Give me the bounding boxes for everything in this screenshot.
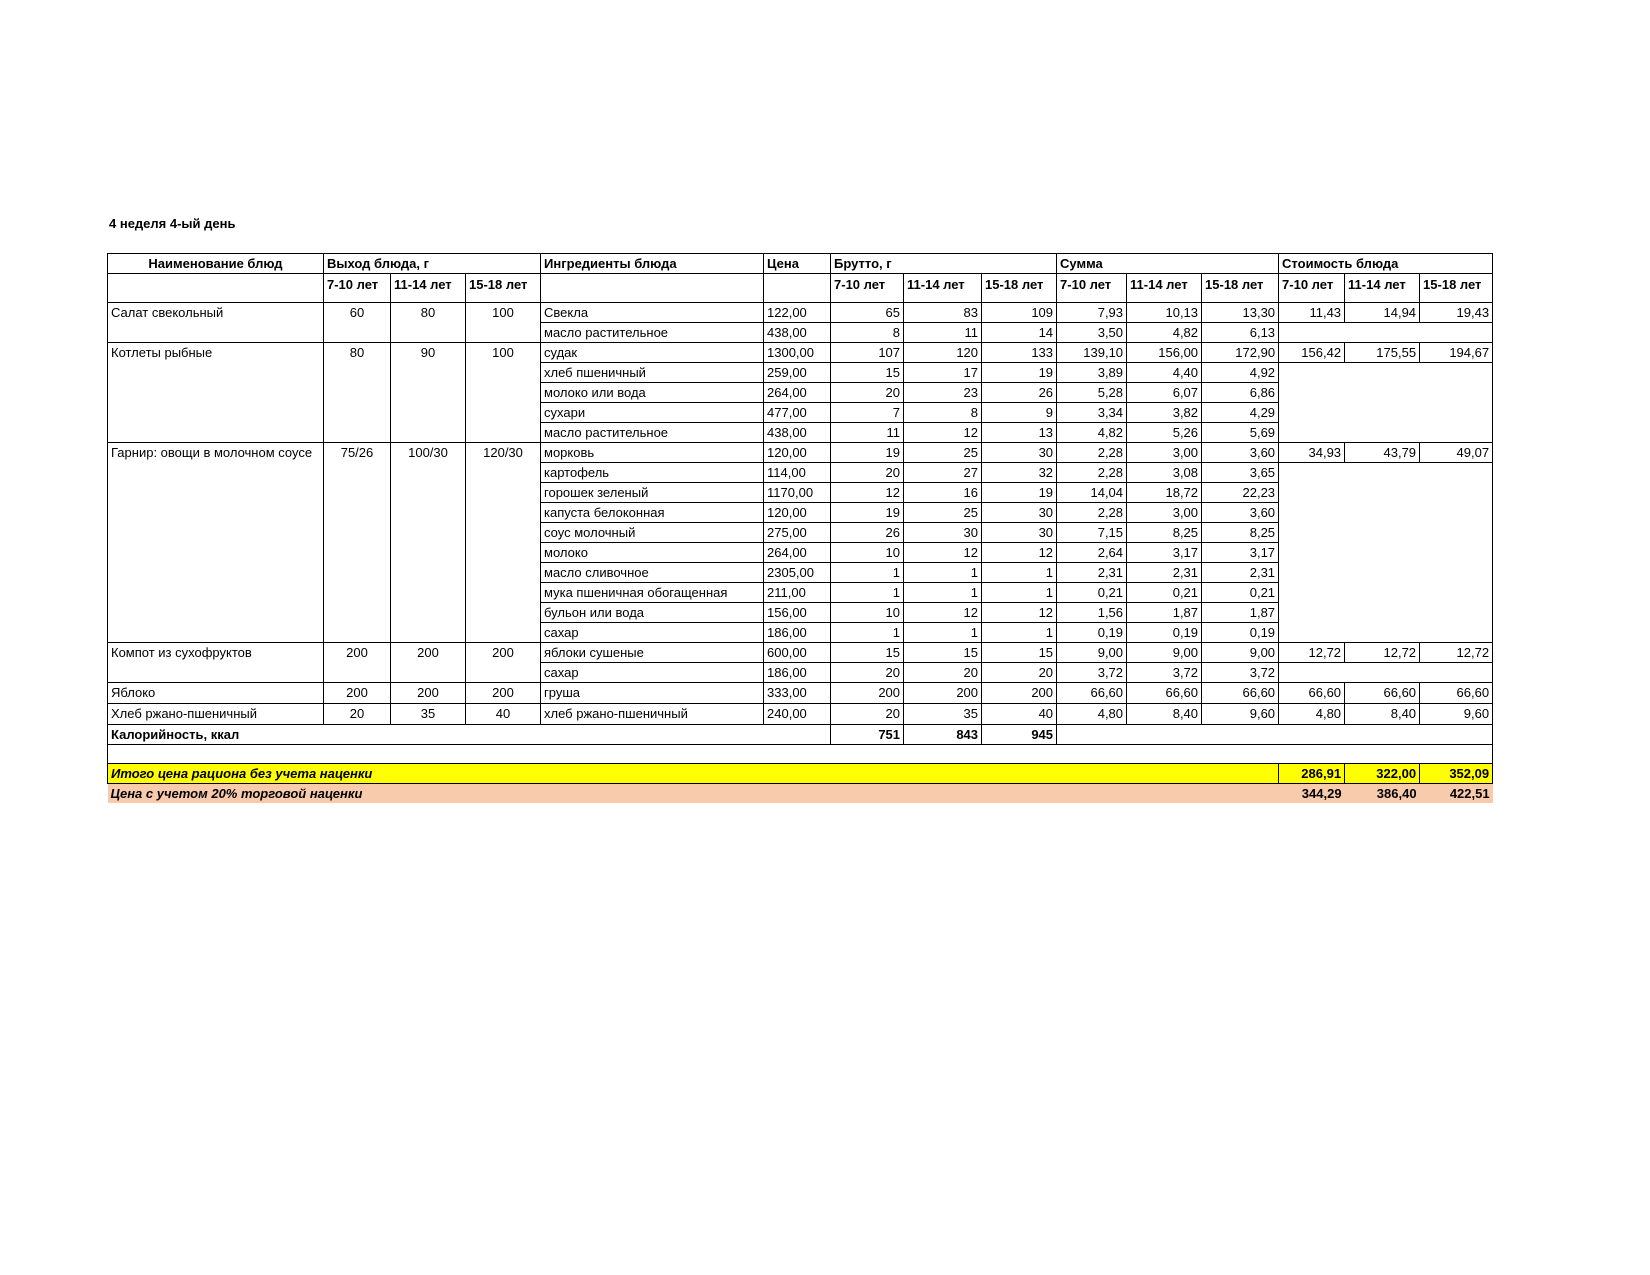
ingredient-gross: 30 [904,523,982,543]
ingredient-gross: 15 [904,643,982,663]
dish-yield: 200 [466,643,541,683]
ingredient-sum: 3,82 [1127,403,1202,423]
ingredient-gross: 1 [831,583,904,603]
ingredient-name: хлеб пшеничный [541,363,764,383]
dish-yield: 200 [466,683,541,704]
dish-cost: 14,94 [1345,303,1420,323]
ingredient-name: сухари [541,403,764,423]
dish-cost-empty [1279,363,1493,443]
ingredient-gross: 20 [831,463,904,483]
table-row [108,343,1493,363]
ingredient-sum: 2,31 [1202,563,1279,583]
ingredient-gross: 15 [982,643,1057,663]
dish-cost-empty [1279,663,1493,683]
ingredient-sum: 2,31 [1057,563,1127,583]
ingredient-name: судак [541,343,764,363]
ingredient-price: 211,00 [764,583,831,603]
dish-cost: 8,40 [1345,704,1420,725]
table-row [108,443,1493,463]
dish-name: Компот из сухофруктов [108,643,324,683]
header-sum: Сумма [1057,254,1279,274]
ingredient-sum: 3,72 [1127,663,1202,683]
ingredient-name: масло сливочное [541,563,764,583]
ingredient-gross: 83 [904,303,982,323]
ingredient-name: сахар [541,623,764,643]
ingredient-sum: 0,19 [1127,623,1202,643]
ingredient-sum: 3,17 [1202,543,1279,563]
ingredient-gross: 32 [982,463,1057,483]
ingredient-sum: 7,93 [1057,303,1127,323]
ingredient-gross: 23 [904,383,982,403]
dish-name: Яблоко [108,683,324,704]
ingredient-sum: 13,30 [1202,303,1279,323]
ingredient-price: 438,00 [764,423,831,443]
subheader-empty [541,274,764,303]
ingredient-gross: 9 [982,403,1057,423]
markup-label: Цена с учетом 20% торговой наценки [108,784,1279,804]
dish-cost: 9,60 [1420,704,1493,725]
ingredient-sum: 172,90 [1202,343,1279,363]
dish-yield: 35 [391,704,466,725]
ingredient-gross: 7 [831,403,904,423]
dish-cost-empty [1279,323,1493,343]
total-row [108,764,1493,784]
ingredient-gross: 14 [982,323,1057,343]
ingredient-name: капуста белоконная [541,503,764,523]
ingredient-sum: 4,92 [1202,363,1279,383]
ingredient-price: 240,00 [764,704,831,725]
header-gross: Брутто, г [831,254,1057,274]
table-row [108,704,1493,725]
ingredient-name: груша [541,683,764,704]
dish-yield: 80 [391,303,466,343]
ingredient-name: масло растительное [541,423,764,443]
ingredient-gross: 19 [831,503,904,523]
dish-yield: 100 [466,303,541,343]
ingredient-gross: 107 [831,343,904,363]
ingredient-price: 1300,00 [764,343,831,363]
dish-cost-empty [1279,463,1493,643]
ingredient-gross: 1 [982,563,1057,583]
ingredient-gross: 19 [982,483,1057,503]
ingredient-name: Свекла [541,303,764,323]
ingredient-sum: 18,72 [1127,483,1202,503]
ingredient-sum: 2,28 [1057,463,1127,483]
dish-yield: 100/30 [391,443,466,643]
dish-yield: 100 [466,343,541,443]
ingredient-gross: 20 [831,663,904,683]
ingredient-name: картофель [541,463,764,483]
table-row [108,643,1493,663]
ingredient-name: сахар [541,663,764,683]
dish-yield: 200 [324,643,391,683]
subheader-age: 11-14 лет [1345,274,1420,303]
markup-value: 344,29 [1279,784,1345,804]
header-dish-name: Наименование блюд [108,254,324,274]
ingredient-sum: 3,60 [1202,503,1279,523]
markup-row [108,784,1493,804]
ingredient-price: 259,00 [764,363,831,383]
ingredient-sum: 3,00 [1127,503,1202,523]
markup-value: 422,51 [1420,784,1493,804]
ingredient-gross: 1 [904,583,982,603]
ingredient-gross: 25 [904,503,982,523]
table-row [108,303,1493,323]
dish-cost: 19,43 [1420,303,1493,323]
ingredient-sum: 4,40 [1127,363,1202,383]
subheader-age: 11-14 лет [391,274,466,303]
ingredient-gross: 10 [831,603,904,623]
dish-yield: 120/30 [466,443,541,643]
ingredient-sum: 1,56 [1057,603,1127,623]
dish-cost: 12,72 [1345,643,1420,663]
ingredient-gross: 200 [831,683,904,704]
ingredient-sum: 9,00 [1202,643,1279,663]
total-value: 352,09 [1420,764,1493,784]
calories-row [108,725,1493,745]
ingredient-sum: 0,19 [1057,623,1127,643]
dish-cost: 4,80 [1279,704,1345,725]
ingredient-sum: 3,17 [1127,543,1202,563]
ingredient-price: 186,00 [764,663,831,683]
subheader-age: 15-18 лет [982,274,1057,303]
dish-yield: 75/26 [324,443,391,643]
dish-name: Салат свекольный [108,303,324,343]
ingredient-gross: 109 [982,303,1057,323]
ingredient-price: 114,00 [764,463,831,483]
ingredient-gross: 8 [904,403,982,423]
ingredient-sum: 22,23 [1202,483,1279,503]
ingredient-name: яблоки сушеные [541,643,764,663]
dish-cost: 43,79 [1345,443,1420,463]
total-value: 286,91 [1279,764,1345,784]
subheader-empty [764,274,831,303]
dish-cost: 175,55 [1345,343,1420,363]
ingredient-sum: 3,34 [1057,403,1127,423]
dish-name: Гарнир: овощи в молочном соусе [108,443,324,643]
page-title: 4 неделя 4-ый день [109,216,236,231]
ingredient-name: молоко или вода [541,383,764,403]
total-value: 322,00 [1345,764,1420,784]
ingredient-sum: 2,31 [1127,563,1202,583]
dish-yield: 200 [391,643,466,683]
ingredient-sum: 7,15 [1057,523,1127,543]
spacer-cell [108,745,1493,764]
dish-yield: 40 [466,704,541,725]
header-dish-cost: Стоимость блюда [1279,254,1493,274]
ingredient-sum: 0,21 [1057,583,1127,603]
dish-cost: 66,60 [1279,683,1345,704]
ingredient-sum: 3,00 [1127,443,1202,463]
dish-yield: 20 [324,704,391,725]
ingredient-gross: 13 [982,423,1057,443]
ingredient-sum: 1,87 [1127,603,1202,623]
ingredient-sum: 4,82 [1057,423,1127,443]
ingredient-gross: 120 [904,343,982,363]
ingredient-gross: 19 [982,363,1057,383]
ingredient-sum: 0,19 [1202,623,1279,643]
spacer-row [108,745,1493,764]
ingredient-gross: 20 [831,704,904,725]
ingredient-gross: 12 [982,603,1057,623]
dish-yield: 90 [391,343,466,443]
ingredient-gross: 12 [904,603,982,623]
calories-value: 843 [904,725,982,745]
ingredient-gross: 200 [904,683,982,704]
ingredient-sum: 3,72 [1202,663,1279,683]
ingredient-gross: 1 [831,563,904,583]
ingredient-sum: 66,60 [1127,683,1202,704]
ingredient-sum: 3,60 [1202,443,1279,463]
ingredient-gross: 15 [831,643,904,663]
ingredient-sum: 4,82 [1127,323,1202,343]
ingredient-sum: 6,86 [1202,383,1279,403]
ingredient-gross: 133 [982,343,1057,363]
ingredient-price: 156,00 [764,603,831,623]
calories-empty [1057,725,1493,745]
dish-name: Хлеб ржано-пшеничный [108,704,324,725]
ingredient-sum: 6,07 [1127,383,1202,403]
dish-cost: 66,60 [1420,683,1493,704]
ingredient-sum: 2,64 [1057,543,1127,563]
ingredient-price: 120,00 [764,443,831,463]
ingredient-price: 264,00 [764,383,831,403]
subheader-age: 11-14 лет [904,274,982,303]
ingredient-gross: 15 [831,363,904,383]
ingredient-gross: 35 [904,704,982,725]
ingredient-name: хлеб ржано-пшеничный [541,704,764,725]
ingredient-sum: 5,69 [1202,423,1279,443]
ingredient-gross: 20 [982,663,1057,683]
subheader-age: 15-18 лет [466,274,541,303]
table-row [108,683,1493,704]
subheader-age: 15-18 лет [1202,274,1279,303]
ingredient-sum: 8,40 [1127,704,1202,725]
ingredient-sum: 14,04 [1057,483,1127,503]
ingredient-sum: 156,00 [1127,343,1202,363]
subheader-age: 15-18 лет [1420,274,1493,303]
ingredient-price: 1170,00 [764,483,831,503]
ingredient-sum: 139,10 [1057,343,1127,363]
ingredient-gross: 1 [982,583,1057,603]
ingredient-gross: 65 [831,303,904,323]
calories-value: 945 [982,725,1057,745]
ingredient-gross: 1 [904,563,982,583]
ingredient-sum: 9,00 [1127,643,1202,663]
ingredient-gross: 40 [982,704,1057,725]
ingredient-gross: 10 [831,543,904,563]
subheader-age: 7-10 лет [1057,274,1127,303]
ingredient-sum: 9,00 [1057,643,1127,663]
ingredient-gross: 1 [982,623,1057,643]
ingredient-price: 120,00 [764,503,831,523]
ingredient-name: соус молочный [541,523,764,543]
calories-value: 751 [831,725,904,745]
dish-yield: 80 [324,343,391,443]
ingredient-sum: 5,28 [1057,383,1127,403]
ingredient-gross: 30 [982,443,1057,463]
ingredient-gross: 25 [904,443,982,463]
ingredient-name: масло растительное [541,323,764,343]
ingredient-gross: 12 [904,423,982,443]
ingredient-price: 333,00 [764,683,831,704]
ingredient-gross: 26 [831,523,904,543]
dish-cost: 11,43 [1279,303,1345,323]
ingredient-price: 264,00 [764,543,831,563]
ingredient-sum: 66,60 [1202,683,1279,704]
ingredient-name: молоко [541,543,764,563]
ingredient-sum: 1,87 [1202,603,1279,623]
ingredient-gross: 12 [831,483,904,503]
ingredient-name: горошек зеленый [541,483,764,503]
ingredient-sum: 8,25 [1202,523,1279,543]
ingredient-gross: 30 [982,523,1057,543]
ingredient-gross: 30 [982,503,1057,523]
ingredient-gross: 19 [831,443,904,463]
ingredient-gross: 12 [982,543,1057,563]
markup-value: 386,40 [1345,784,1420,804]
dish-cost: 12,72 [1279,643,1345,663]
dish-cost: 49,07 [1420,443,1493,463]
ingredient-sum: 2,28 [1057,503,1127,523]
ingredient-gross: 27 [904,463,982,483]
total-label: Итого цена рациона без учета наценки [108,764,1279,784]
ingredient-gross: 1 [831,623,904,643]
ingredient-gross: 26 [982,383,1057,403]
ingredient-gross: 20 [831,383,904,403]
ingredient-sum: 3,08 [1127,463,1202,483]
ingredient-sum: 2,28 [1057,443,1127,463]
ingredient-gross: 11 [831,423,904,443]
ingredient-sum: 6,13 [1202,323,1279,343]
ingredient-gross: 17 [904,363,982,383]
ingredient-sum: 0,21 [1202,583,1279,603]
ingredient-name: бульон или вода [541,603,764,623]
ingredient-gross: 1 [904,623,982,643]
subheader-age: 11-14 лет [1127,274,1202,303]
ingredient-name: мука пшеничная обогащенная [541,583,764,603]
header-yield: Выход блюда, г [324,254,541,274]
ingredient-price: 186,00 [764,623,831,643]
ingredient-gross: 8 [831,323,904,343]
ingredient-sum: 3,50 [1057,323,1127,343]
subheader-age: 7-10 лет [831,274,904,303]
subheader-age: 7-10 лет [324,274,391,303]
ingredient-gross: 12 [904,543,982,563]
header-ingredients: Ингредиенты блюда [541,254,764,274]
ingredient-price: 122,00 [764,303,831,323]
ingredient-sum: 10,13 [1127,303,1202,323]
subheader-empty [108,274,324,303]
ingredient-price: 275,00 [764,523,831,543]
ingredient-price: 477,00 [764,403,831,423]
dish-cost: 156,42 [1279,343,1345,363]
dish-yield: 200 [324,683,391,704]
dish-cost: 12,72 [1420,643,1493,663]
ingredient-gross: 20 [904,663,982,683]
dish-yield: 200 [391,683,466,704]
ingredient-sum: 0,21 [1127,583,1202,603]
menu-cost-table [107,253,1493,803]
ingredient-name: морковь [541,443,764,463]
dish-name: Котлеты рыбные [108,343,324,443]
dish-cost: 194,67 [1420,343,1493,363]
ingredient-gross: 16 [904,483,982,503]
ingredient-sum: 8,25 [1127,523,1202,543]
subheader-age: 7-10 лет [1279,274,1345,303]
ingredient-sum: 4,80 [1057,704,1127,725]
ingredient-price: 2305,00 [764,563,831,583]
subheader-row [108,274,1493,303]
ingredient-sum: 3,72 [1057,663,1127,683]
ingredient-gross: 200 [982,683,1057,704]
ingredient-sum: 4,29 [1202,403,1279,423]
dish-cost: 34,93 [1279,443,1345,463]
header-row [108,254,1493,274]
ingredient-gross: 11 [904,323,982,343]
ingredient-price: 600,00 [764,643,831,663]
ingredient-price: 438,00 [764,323,831,343]
ingredient-sum: 5,26 [1127,423,1202,443]
ingredient-sum: 9,60 [1202,704,1279,725]
calories-label: Калорийность, ккал [108,725,831,745]
ingredient-sum: 3,65 [1202,463,1279,483]
header-price: Цена [764,254,831,274]
ingredient-sum: 3,89 [1057,363,1127,383]
ingredient-sum: 66,60 [1057,683,1127,704]
dish-yield: 60 [324,303,391,343]
dish-cost: 66,60 [1345,683,1420,704]
